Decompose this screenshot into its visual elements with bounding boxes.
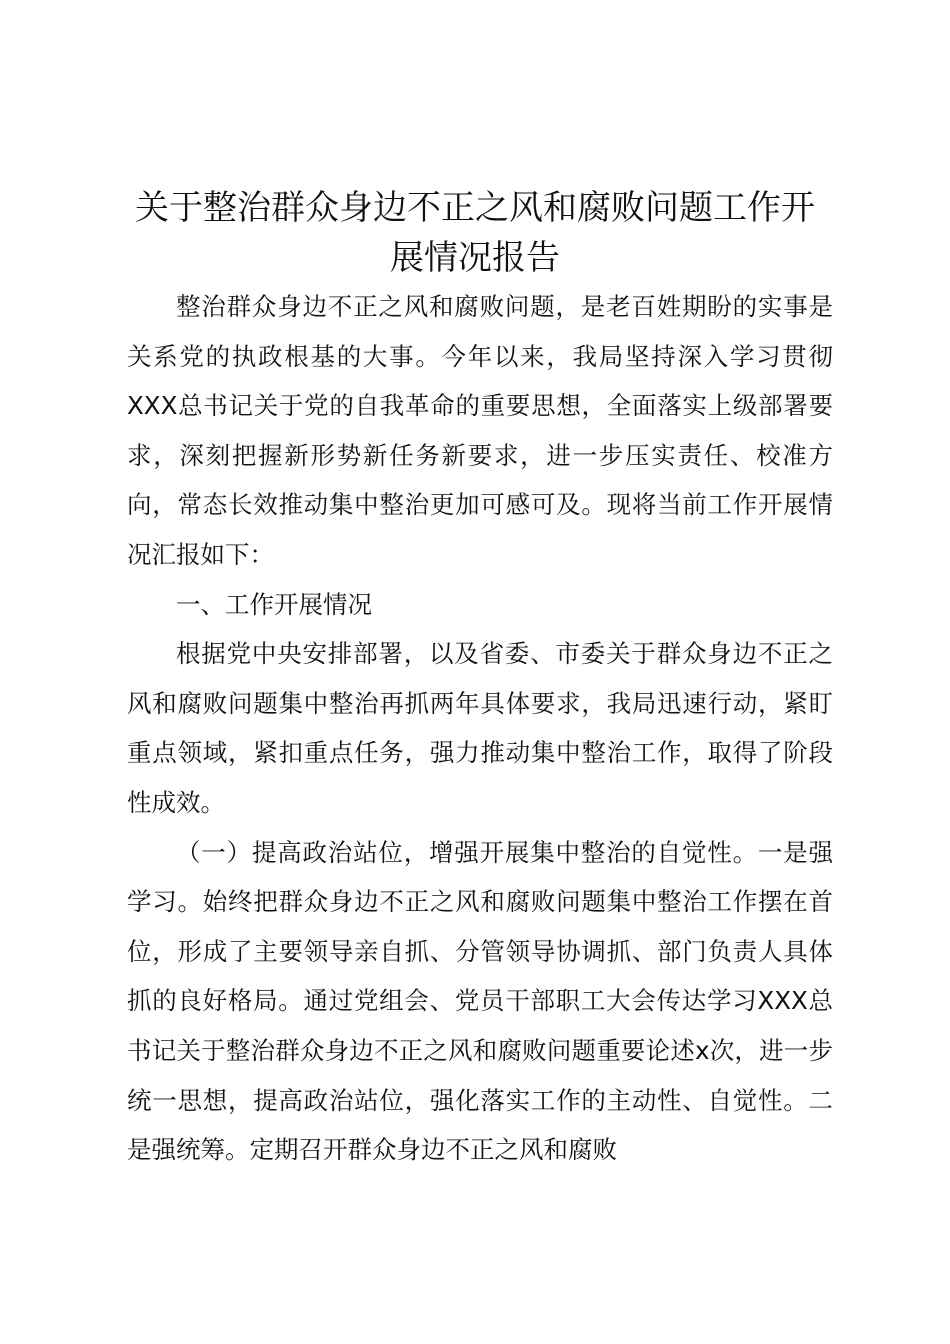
section-heading: 一、工作开展情况: [176, 589, 372, 619]
paragraph-intro: 整治群众身边不正之风和腐败问题，是老百姓期盼的实事是关系党的执政根基的大事。今年以来，我局坚持深入学习贯彻XXX总书记关于党的自我革命的重要思想，全面落实上级部署要求，深刻把握新形势新任务新要求，进一步压实责任、校准方向，常态长效推动集中整治更加可感可及。现将当前工作开展情况汇报如下：: [127, 292, 833, 569]
paragraph-overview: 根据党中央安排部署，以及省委、市委关于群众身边不正之风和腐败问题集中整治再抓两年具体要求，我局迅速行动，紧盯重点领域，紧扣重点任务，强力推动集中整治工作，取得了阶段性成效。: [127, 639, 833, 817]
paragraph-subsection-1: （一）提高政治站位，增强开展集中整治的自觉性。一是强学习。始终把群众身边不正之风和腐败问题集中整治工作摆在首位，形成了主要领导亲自抓、分管领导协调抓、部门负责人具体抓的良好格局。通过党组会、党员干部职工大会传达学习XXX总书记关于整治群众身边不正之风和腐败问题重要论述x次，进一步统一思想，提高政治站位，强化落实工作的主动性、自觉性。二是强统筹。定期召开群众身边不正之风和腐败: [127, 837, 833, 1165]
document-body: [127, 282, 833, 1175]
document-title: 关于整治群众身边不正之风和腐败问题工作开展情况报告: [135, 188, 815, 278]
